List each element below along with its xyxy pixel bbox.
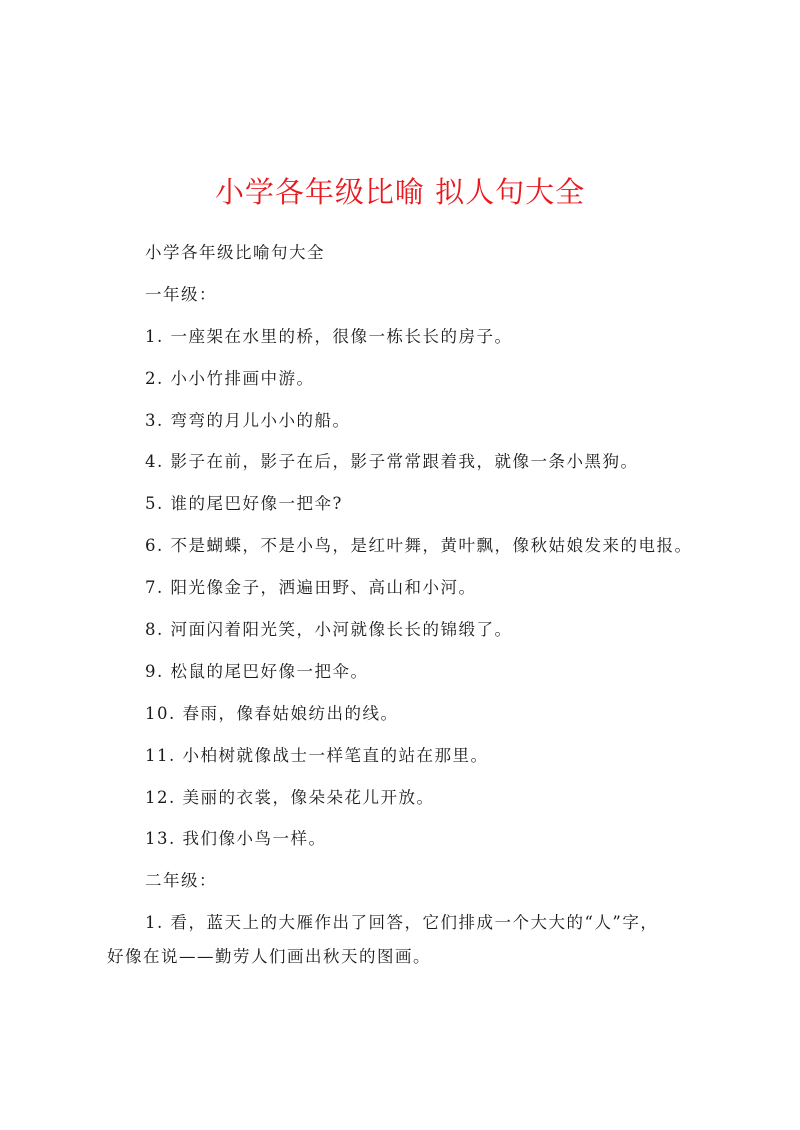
list-item: 11. 小柏树就像战士一样笔直的站在那里。 bbox=[145, 745, 489, 765]
grade1-heading: 一年级： bbox=[145, 284, 217, 304]
list-item: 10. 春雨，像春姑娘纺出的线。 bbox=[145, 703, 399, 723]
grade2-item-1-line1: 1. 看，蓝天上的大雁作出了回答，它们排成一个大大的“人”字， bbox=[145, 913, 659, 933]
list-item: 8. 河面闪着阳光笑，小河就像长长的锦缎了。 bbox=[145, 620, 513, 640]
grade2-item-1-line2: 好像在说——勤劳人们画出秋天的图画。 bbox=[107, 947, 431, 967]
grade2-item-1 bbox=[107, 913, 705, 967]
list-item: 5. 谁的尾巴好像一把伞? bbox=[145, 494, 343, 514]
document-title: 小学各年级比喻 拟人句大全 bbox=[214, 175, 586, 209]
list-item: 1. 一座架在水里的桥，很像一栋长长的房子。 bbox=[145, 326, 513, 346]
list-item: 2. 小小竹排画中游。 bbox=[145, 368, 315, 388]
document-body bbox=[107, 243, 705, 967]
list-item: 12. 美丽的衣裳，像朵朵花儿开放。 bbox=[145, 787, 435, 807]
list-item: 7. 阳光像金子，洒遍田野、高山和小河。 bbox=[145, 578, 477, 598]
list-item: 3. 弯弯的月儿小小的船。 bbox=[145, 410, 351, 430]
grade2-heading: 二年级： bbox=[145, 871, 217, 891]
list-item: 6. 不是蝴蝶，不是小鸟，是红叶舞，黄叶飘，像秋姑娘发来的电报。 bbox=[145, 536, 693, 556]
list-item: 13. 我们像小鸟一样。 bbox=[145, 829, 327, 849]
list-item: 9. 松鼠的尾巴好像一把伞。 bbox=[145, 661, 369, 681]
list-item: 4. 影子在前，影子在后，影子常常跟着我，就像一条小黑狗。 bbox=[145, 452, 639, 472]
subtitle: 小学各年级比喻句大全 bbox=[145, 243, 325, 262]
